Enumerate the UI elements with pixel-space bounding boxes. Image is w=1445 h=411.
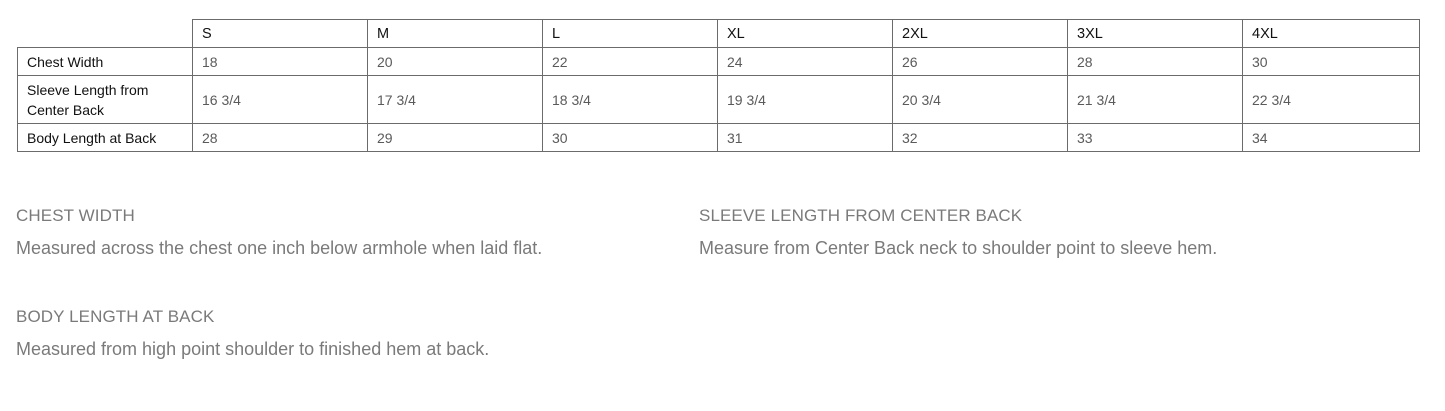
corner-cell xyxy=(18,20,193,48)
row-label xyxy=(18,76,193,124)
table-cell: 31 xyxy=(718,124,893,152)
table-cell: 17 3/4 xyxy=(368,76,543,124)
table-cell: 30 xyxy=(1243,48,1420,76)
body-length-title: BODY LENGTH AT BACK xyxy=(16,307,215,326)
table-row-body-length xyxy=(18,124,1420,152)
table-cell: 22 xyxy=(543,48,718,76)
size-header: M xyxy=(368,20,543,48)
table-cell: 22 3/4 xyxy=(1243,76,1420,124)
size-header: 4XL xyxy=(1243,20,1420,48)
table-row-chest-width xyxy=(18,48,1420,76)
size-header: 3XL xyxy=(1068,20,1243,48)
table-row-sleeve-length xyxy=(18,76,1420,124)
table-cell: 32 xyxy=(893,124,1068,152)
table-cell: 20 3/4 xyxy=(893,76,1068,124)
table-cell: 18 xyxy=(193,48,368,76)
table-cell: 24 xyxy=(718,48,893,76)
size-chart-table xyxy=(17,19,1420,152)
table-cell: 28 xyxy=(193,124,368,152)
table-cell: 34 xyxy=(1243,124,1420,152)
row-label-line: Center Back xyxy=(27,101,105,118)
chest-width-title: CHEST WIDTH xyxy=(16,206,135,225)
row-label-line: Sleeve Length from xyxy=(27,81,149,98)
table-cell: 18 3/4 xyxy=(543,76,718,124)
table-cell: 21 3/4 xyxy=(1068,76,1243,124)
size-header: L xyxy=(543,20,718,48)
table-cell: 30 xyxy=(543,124,718,152)
chest-width-text: Measured across the chest one inch below armhole when laid flat. xyxy=(16,238,543,258)
row-label: Chest Width xyxy=(18,48,193,76)
row-label: Body Length at Back xyxy=(18,124,193,152)
size-header: 2XL xyxy=(893,20,1068,48)
sleeve-length-title: SLEEVE LENGTH FROM CENTER BACK xyxy=(699,206,1023,225)
chest-width-description xyxy=(16,206,542,259)
table-cell: 19 3/4 xyxy=(718,76,893,124)
table-cell: 28 xyxy=(1068,48,1243,76)
size-header: S xyxy=(193,20,368,48)
table-cell: 16 3/4 xyxy=(193,76,368,124)
sleeve-length-text: Measure from Center Back neck to shoulder point to sleeve hem. xyxy=(699,238,1218,258)
table-cell: 29 xyxy=(368,124,543,152)
size-header: XL xyxy=(718,20,893,48)
body-length-description xyxy=(16,307,489,360)
sleeve-length-description xyxy=(699,206,1217,259)
size-header-row xyxy=(18,20,1420,48)
table-cell: 26 xyxy=(893,48,1068,76)
table-cell: 20 xyxy=(368,48,543,76)
body-length-text: Measured from high point shoulder to finished hem at back. xyxy=(16,339,490,359)
table-cell: 33 xyxy=(1068,124,1243,152)
